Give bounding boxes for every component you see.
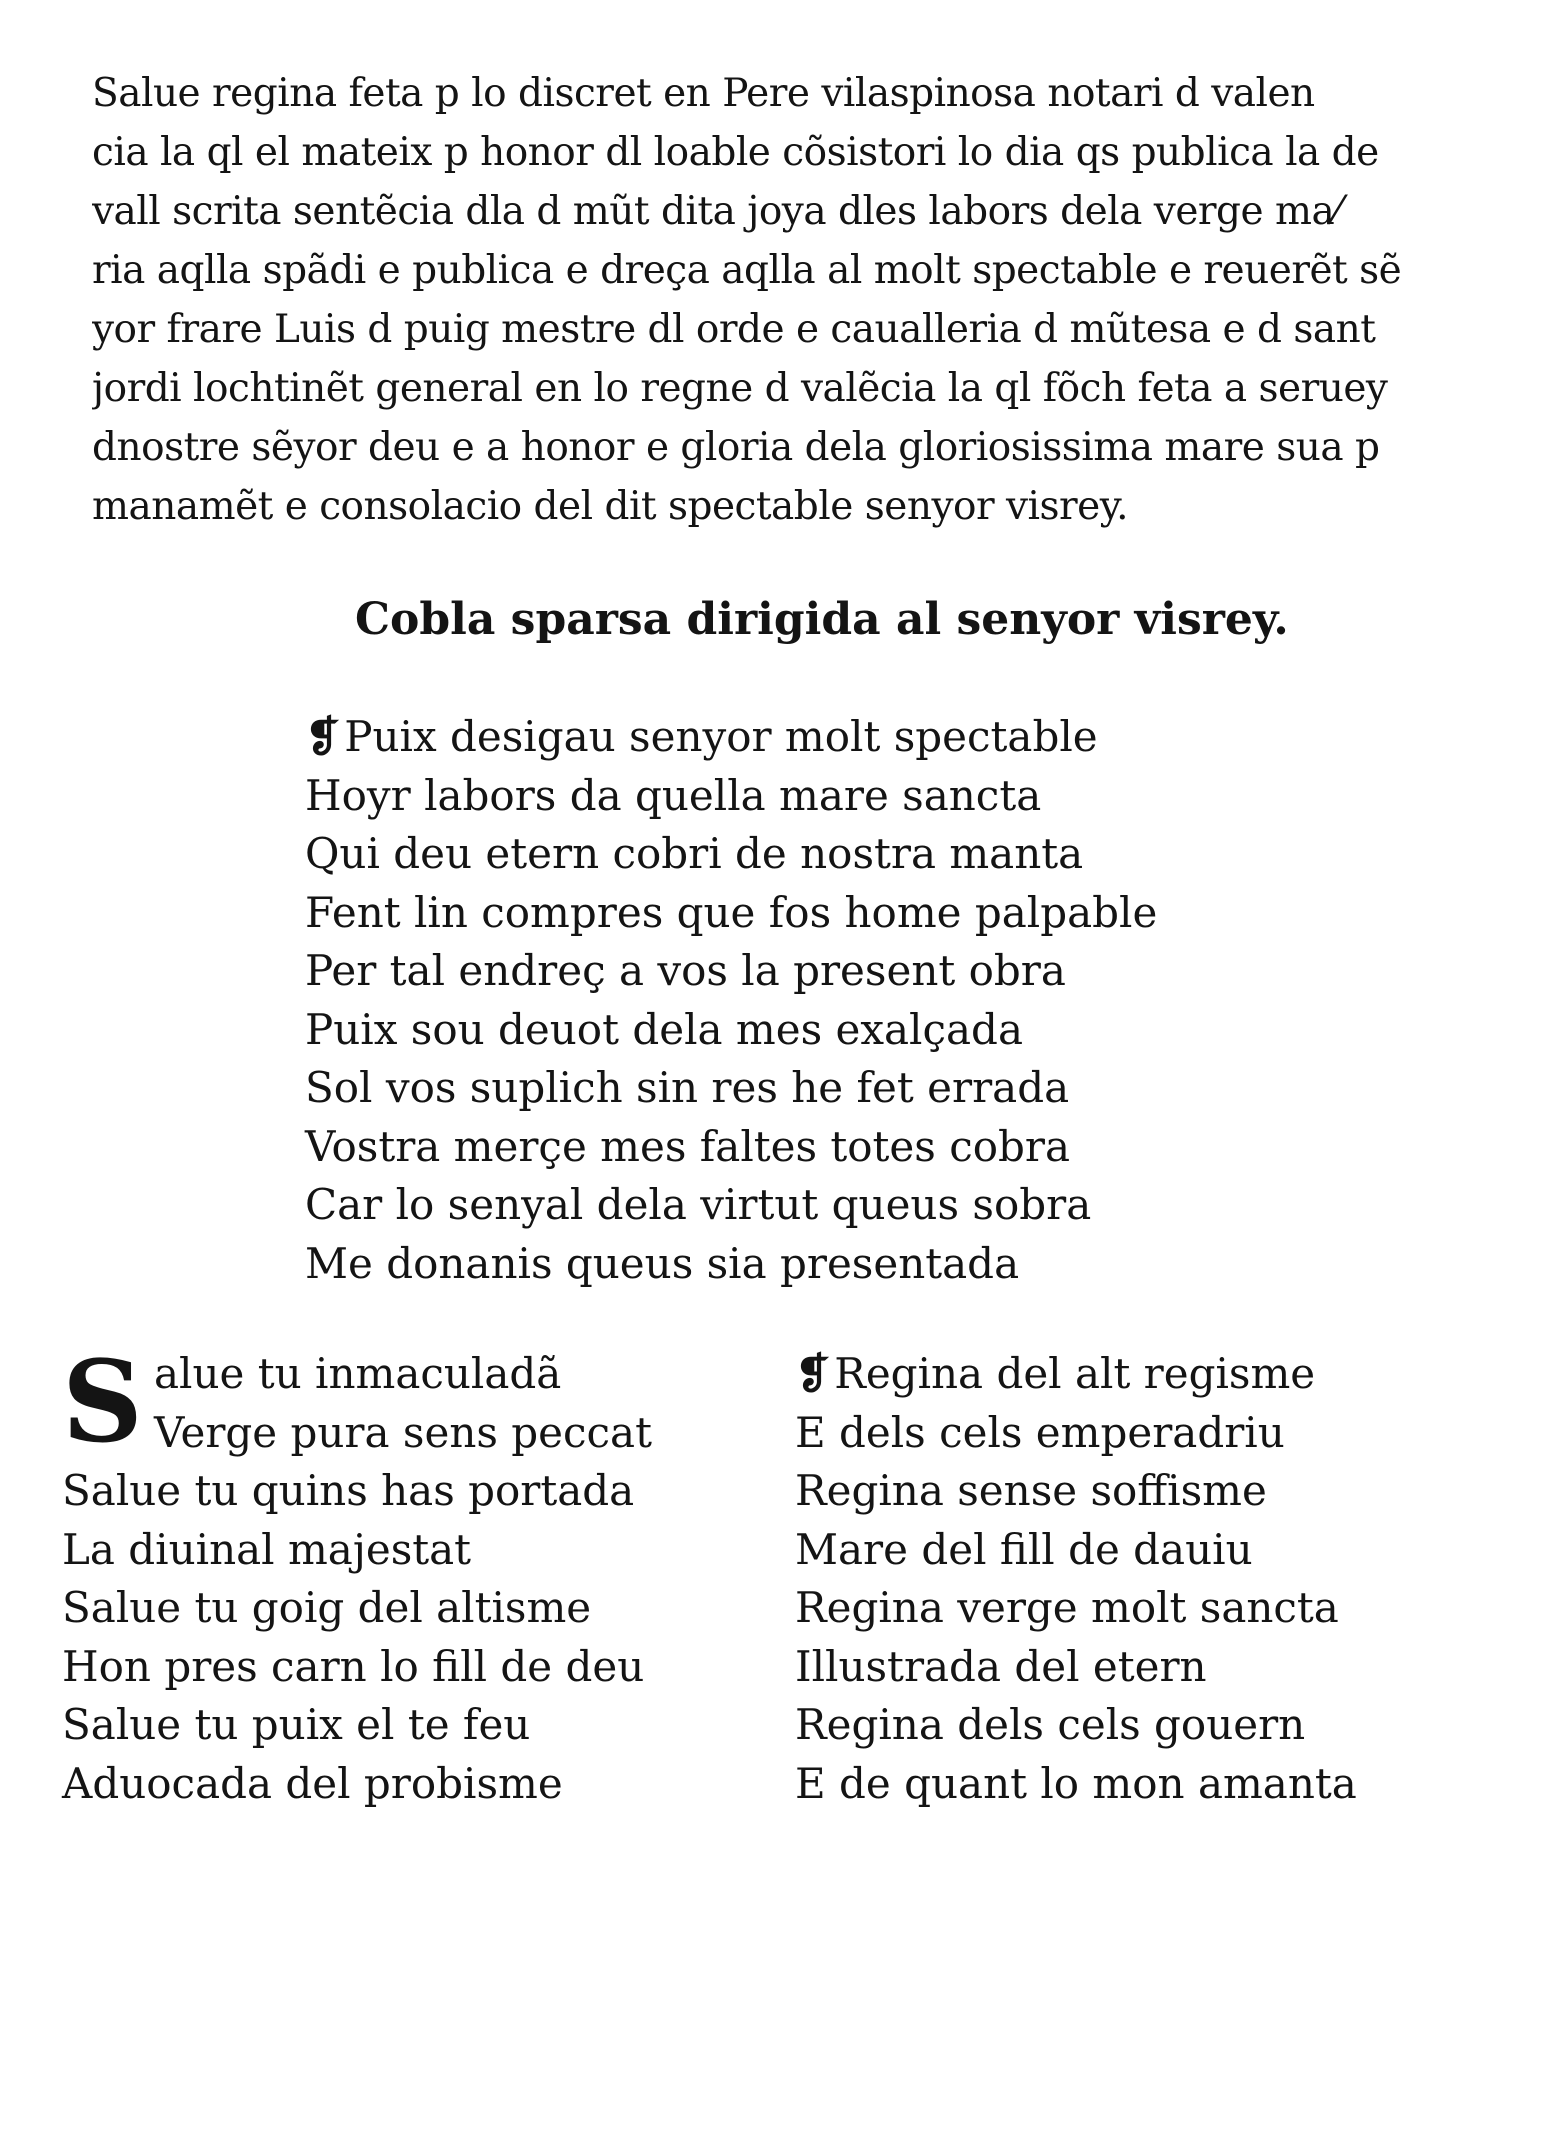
salue-column: [62, 1337, 652, 1813]
salue-line: La diuinal majestat: [62, 1524, 472, 1574]
cobla-line: Qui deu etern cobri de nostra manta: [305, 829, 1084, 878]
intro-paragraph: [92, 64, 1502, 536]
intro-line: cia la ql el mateix p honor dl loable cõsistori lo dia qs publica la de: [92, 130, 1379, 175]
regina-line: Regina dels cels gouern: [795, 1700, 1306, 1749]
intro-line: jordi lochtinẽt general en lo regne d valẽcia la ql fõch feta a seruey: [92, 366, 1388, 411]
regina-line: Regina sense soffisme: [795, 1466, 1267, 1515]
regina-line: Mare del fill de dauiu: [795, 1524, 1253, 1574]
cobla-line: Sol vos suplich sin res he fet errada: [305, 1063, 1070, 1112]
salue-line: Salue tu puix el te feu: [62, 1700, 531, 1749]
cobla-line: Me donanis queus sia presentada: [305, 1238, 1020, 1288]
salue-line: Verge pura sens peccat: [154, 1407, 652, 1457]
regina-line: Regina verge molt sancta: [795, 1583, 1339, 1632]
cobla-line: Hoyr labors da quella mare sancta: [305, 770, 1042, 820]
regina-line: E de quant lo mon amanta: [795, 1758, 1357, 1808]
cobla-line: Car lo senyal dela virtut queus sobra: [305, 1180, 1092, 1229]
salue-line: Salue tu quins has portada: [62, 1466, 635, 1515]
regina-column: [795, 1345, 1357, 1813]
cobla-line: [305, 708, 1157, 767]
regina-line: E dels cels emperadriu: [795, 1407, 1285, 1457]
pilcrow-mark: ❡: [305, 712, 341, 761]
cobla-line: Puix sou deuot dela mes exalçada: [305, 1004, 1023, 1054]
intro-line: ria aqlla spãdi e publica e dreça aqlla al molt spectable e reuerẽt sẽ: [92, 248, 1402, 293]
intro-line: dnostre sẽyor deu e a honor e gloria dela gloriosissima mare sua p: [92, 425, 1380, 470]
salue-line: alue tu inmaculadã: [154, 1349, 562, 1398]
intro-line: yor frare Luis d puig mestre dl orde e caualleria d mũtesa e d sant: [92, 307, 1376, 352]
intro-line: manamẽt e consolacio del dit spectable senyor visrey.: [92, 484, 1128, 529]
cobla-stanza: [305, 708, 1157, 1293]
pilcrow-mark: ❡: [795, 1349, 831, 1398]
salue-line: Hon pres carn lo fill de deu: [62, 1641, 645, 1691]
cobla-line: Vostra merçe mes faltes totes cobra: [305, 1121, 1071, 1171]
cobla-line-text: Puix desigau senyor molt spectable: [344, 712, 1098, 761]
regina-line: [795, 1345, 1357, 1404]
cobla-line: Fent lin compres que fos home palpable: [305, 887, 1158, 937]
regina-line-text: Regina del alt regisme: [834, 1349, 1316, 1398]
cobla-line: Per tal endreç a vos la present obra: [305, 946, 1066, 995]
intro-line: Salue regina feta p lo discret en Pere vilaspinosa notari d valen: [92, 71, 1315, 116]
regina-line: Illustrada del etern: [795, 1641, 1207, 1691]
drop-cap-initial: S: [62, 1337, 143, 1468]
salue-line: Salue tu goig del altisme: [62, 1583, 592, 1632]
intro-line: vall scrita sentẽcia dla d mũt dita joya dles labors dela verge ma⁄: [92, 189, 1341, 234]
salue-line: Aduocada del probisme: [62, 1758, 563, 1808]
cobla-title: Cobla sparsa dirigida al senyor visrey.: [355, 594, 1289, 645]
